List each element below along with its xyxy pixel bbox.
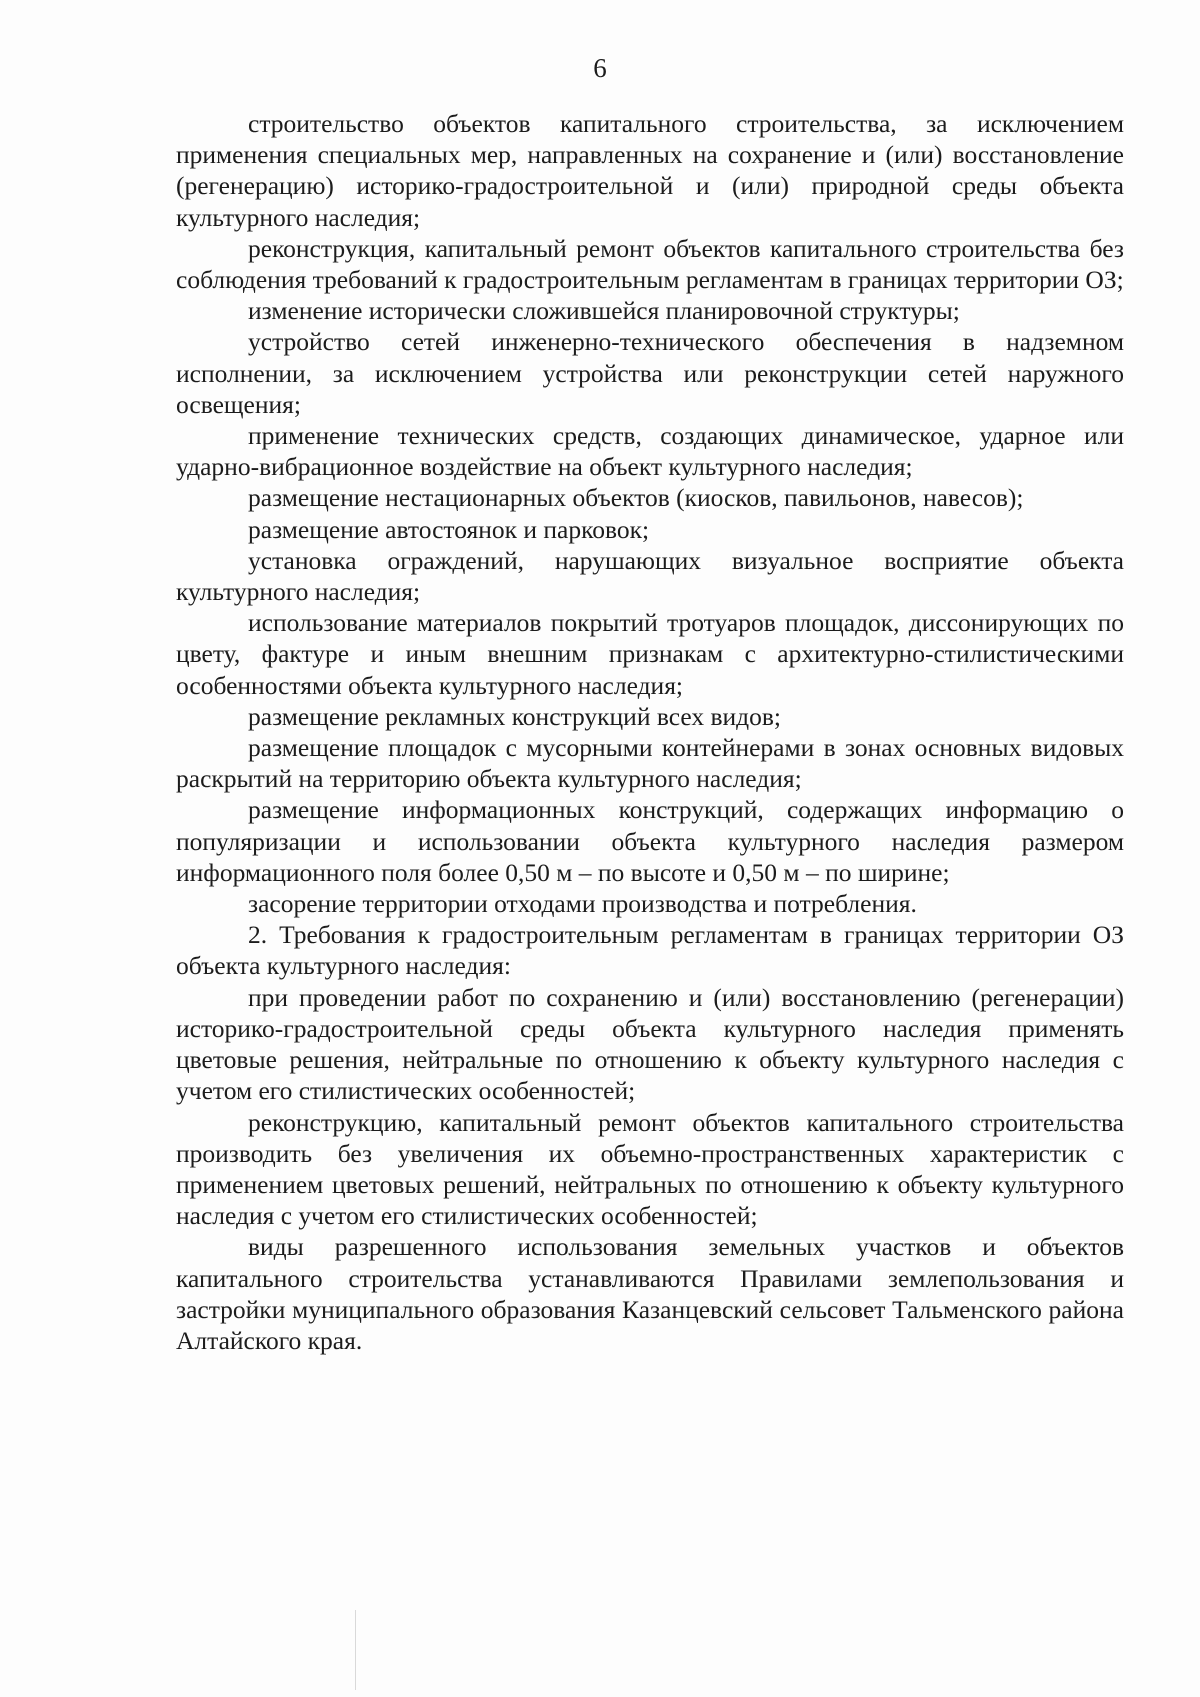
paragraph-restriction-waste-containers: размещение площадок с мусорными контейнерами в зонах основных видовых раскрытий на территорию объекта культурного наследия;: [176, 733, 1124, 794]
paragraph-restriction-fences: установка ограждений, нарушающих визуальное восприятие объекта культурного наследия;: [176, 545, 1124, 607]
page-number: 6: [593, 53, 607, 83]
scan-artifact-line: [355, 1610, 356, 1690]
paragraph-restriction-pavement-materials: использование материалов покрытий тротуаров площадок, диссонирующих по цвету, фактуре и иным внешним признакам с архитектурно-стилистическими особенностями объекта культурного наследия;: [176, 608, 1124, 700]
paragraph-restriction-planning-structure: изменение исторически сложившейся планировочной структуры;: [248, 296, 960, 326]
paragraph-restriction-parking: размещение автостоянок и парковок;: [248, 514, 650, 544]
paragraph-restriction-kiosks: размещение нестационарных объектов (киосков, павильонов, навесов);: [248, 483, 1024, 513]
paragraph-restriction-vibration-impact: применение технических средств, создающих динамическое, ударное или ударно-вибрационное воздействие на объект культурного наследия;: [176, 421, 1124, 482]
paragraph-requirement-land-use: виды разрешенного использования земельных участков и объектов капитального строительства устанавливаются Правилами землепользования и застройки муниципального образования Казанцевский сельсовет Тальменского района Алтайского края.: [176, 1232, 1124, 1355]
paragraph-requirement-color-solutions: при проведении работ по сохранению и (или) восстановлению (регенерации) историко-градостроительной среды объекта культурного наследия применять цветовые решения, нейтральные по отношению к объекту культурного наследия с учетом его стилистических особенностей;: [176, 982, 1124, 1106]
paragraph-restriction-advertising: размещение рекламных конструкций всех видов;: [248, 701, 782, 731]
paragraph-restriction-reconstruction: реконструкция, капитальный ремонт объектов капитального строительства без соблюдения требований к градостроительным регламентам в границах территории ОЗ;: [176, 233, 1124, 295]
paragraph-section-2-heading: 2. Требования к градостроительным регламентам в границах территории ОЗ объекта культурного наследия:: [176, 920, 1124, 981]
paragraph-restriction-info-structures: размещение информационных конструкций, содержащих информацию о популяризации и использовании объекта культурного наследия размером информационного поля более 0,50 м – по высоте и 0,50 м – по ширине;: [176, 795, 1124, 887]
paragraph-requirement-reconstruction: реконструкцию, капитальный ремонт объектов капитального строительства производить без увеличения их объемно-пространственных характеристик с применением цветовых решений, нейтральных по отношению к объекту культурного наследия с учетом его стилистических особенностей;: [176, 1107, 1124, 1231]
paragraph-restriction-engineering-networks: устройство сетей инженерно-технического обеспечения в надземном исполнении, за исключением устройства или реконструкции сетей наружного освещения;: [176, 327, 1124, 419]
paragraph-restriction-capital-construction: строительство объектов капитального строительства, за исключением применения специальных мер, направленных на сохранение и (или) восстановление (регенерацию) историко-градостроительной и (или) природной среды объекта культурного наследия;: [176, 109, 1124, 232]
paragraph-restriction-littering: засорение территории отходами производства и потребления.: [248, 889, 917, 919]
document-body: [176, 108, 1124, 1356]
